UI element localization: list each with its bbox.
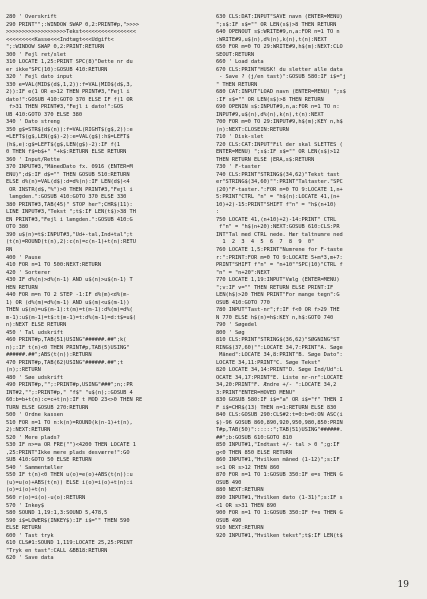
code-line: 60:b=b+t(n):c=c+t(n):IF t MOD 23<>0 THEN RE xyxy=(6,397,143,404)
code-line: 840 CLS:GOSUB 290:CLS#2:t=0:b=0:ON ASC(i xyxy=(216,412,343,419)
code-line: TURN ELSE GOSUB 270:RETURN xyxy=(6,404,89,411)
code-line: THEN RETURN ELSE |ERA,s$:RETURN xyxy=(216,156,315,163)
code-line: 360 ' Input/Rette xyxy=(6,156,60,163)
code-line: 790 ' Søgedel xyxy=(216,322,258,329)
code-line: 600 ' Tast tryk xyxy=(6,532,54,539)
code-line: 850 INPUT#1,"Indtast +/- tal > 0 ";g:IF xyxy=(216,442,340,449)
code-line: ENTER=MENU) ";s$:IF s$="" OR LEN(s$)>12 xyxy=(216,149,340,156)
code-line: 460 PRINT#p,TAB(51)USING"######.##";k( xyxy=(6,337,127,344)
code-line: 880 NEXT:RETURN xyxy=(216,487,264,494)
code-line: OSUB 490 xyxy=(216,479,242,486)
code-line: 690 OPENIN s$:INPUT#9,n,a:FOR n=1 TO n: xyxy=(216,104,340,111)
code-line: OR INSTR(d$,"%")>0 THEN PRINT#3,"Fejl i xyxy=(6,186,133,193)
code-line: OTO 380 xyxy=(6,224,29,231)
code-line: 720 CLS:CAT:INPUT"Fil der skal SLETTES ( xyxy=(216,141,343,148)
code-line: 2):NEXT:RETURN xyxy=(6,427,51,434)
code-line: f>31 THEN PRINT#3,"Fejl i dato!":GOS xyxy=(6,104,124,111)
code-line: 570 ' Inkey$ xyxy=(6,502,45,509)
code-line: 34,20:PRINT"F. Ændre +/- ":LOCATE 34,2 xyxy=(216,382,337,389)
code-line: T#p,TAB(50)"::::::";TAB(51)USING"######. xyxy=(216,427,343,434)
code-line: "Tryk en tast":CALL &BB18:RETURN xyxy=(6,547,108,554)
code-line: $)-96 GOSUB 860,890,920,950,980,850:PRIN xyxy=(216,419,343,426)
code-line: 740 CLS:PRINT"STRING$(34,62)"Tekst tast xyxy=(216,171,340,178)
code-line: 370 INPUT#3,"MånedDato fx. 0916 (ENTER=M xyxy=(6,164,133,171)
code-line: :IF s$="" OR LEN(s$)>8 THEN RETURN xyxy=(216,96,324,103)
code-line: 860 INPUT#1,"Hvilken måned (1-12)";s:IF xyxy=(216,457,340,464)
code-line: : xyxy=(216,209,220,216)
code-line: SUB 410:GOTO 50 ELSE RETURN xyxy=(6,457,92,464)
code-line: 0 THEN f$=b$+" "+k$:RETURN ELSE RETURN xyxy=(6,149,127,156)
code-line: 680 CAT:INPUT"LOAD navn (ENTER=MENU) ";s$ xyxy=(216,89,346,96)
code-line: (h$,e):g$=LEFT$(g$,LEN(g$)-2):IF f(1 xyxy=(6,141,121,148)
code-line: RING$(37,60)"":LOCATE 34,7:PRINT"A. Søge xyxy=(216,344,343,351)
code-line: THEN u$(m)=u$(m-1):t(m)=t(m-1):d%(m)=d%( xyxy=(6,307,133,314)
code-line: 670 CLS:PRINT"HUSK! du sletter alle data xyxy=(216,66,343,73)
code-line: s<1 OR s>12 THEN 860 xyxy=(216,464,280,471)
code-line: INT"Tal med CTRL nede. Hær taltnumre ned xyxy=(216,231,343,238)
code-line: - Save ? (j/en tast)":GOSUB 580:IF i$="j xyxy=(216,74,346,81)
code-line: 870 FOR n=1 TO 1:GOSUB 350:IF e=s THEN G xyxy=(216,472,343,479)
code-line: >>>>>>>>>>>>>>>>>>>Tekst<<<<<<<<<<<<<<<<< xyxy=(6,29,136,36)
code-line: =LEFT$(g$,LEN(g$)-2):e=VAL(g$):h$=LEFT$ xyxy=(6,134,130,141)
code-line: ELSE d%(n)=VAL(d$):d=d%(n):IF LEN(d$)<4 xyxy=(6,179,130,186)
code-line: (o)=i(o)+t(n) xyxy=(6,487,48,494)
code-line: ,25:PRINT"Ikke mere plads desværre!":GO xyxy=(6,449,130,456)
code-line: 630 CLS:DAT:INPUT"SAVE navn (ENTER=MENU) xyxy=(216,14,343,20)
code-line: er"STRING$(34,60)"":PRINT"Taltaster."SPC xyxy=(216,179,343,186)
code-line: N 770 ELSE h$(n)=h$:KEY n,h$:GOTO 740 xyxy=(216,314,334,321)
code-line: (t(n)=ROUND(t(n),2):c(n)=c(n-1)+t(n):RETU xyxy=(6,239,136,246)
code-line: f"n" = "h$(n+20):NEXT:GOSUB 610:CLS:PR xyxy=(216,224,340,231)
code-line: n):NEXT ELSE RETURN xyxy=(6,322,67,329)
code-line: <<<<<<<<<Kasse<<<Indtægt<<<Udgift< xyxy=(6,36,114,43)
code-line: 410 FOR n=1 TO 500:NEXT:RETURN xyxy=(6,262,102,269)
code-line: 1 2 3 4 5 6 7 8 9 0" xyxy=(216,239,315,246)
code-line: 910 NEXT:RETURN xyxy=(216,525,264,532)
code-line: 820 LOCATE 34,14:PRINT"D. Søge Ind/Ud":L xyxy=(216,367,343,374)
code-line: <1 OR s>31 THEN 890 xyxy=(216,502,277,509)
code-line: UB 410:GOTO 370 ELSE 380 xyxy=(6,111,83,118)
code-line: 780 INPUT"Tast-nr";f:IF f<0 OR f>29 THE xyxy=(216,307,340,314)
code-line: 510 FOR n=1 TO n:k(n)=ROUND(k(n-1)+t(n), xyxy=(6,419,133,426)
code-line: 770 LOCATE 1,19:INPUT"Vælg (ENTER=MENU) xyxy=(216,277,340,284)
page-number: 19 xyxy=(397,580,409,590)
code-line: 280 ' Overskrift xyxy=(6,14,57,20)
code-line: (n);:RETURN xyxy=(6,367,41,374)
code-line: PRINT"SHIFT f"n" = "n+10""SPC(10)"CTRL f xyxy=(216,262,343,269)
code-line: 520 ' Mere plads? xyxy=(6,434,60,441)
code-line: ELSE RETURN xyxy=(6,525,41,532)
code-line: 470 PRINT#p,TAB(62)USING"######.##";t xyxy=(6,359,124,366)
code-line: m-1):u$(m-1)=t$:t(m-1)=t:d%(m-1)=d:t$=u$( xyxy=(6,314,136,321)
code-line: 710 ' Disk-slet xyxy=(216,134,264,141)
code-line: 5:PRINT"CTRL "n" = "h$(n):LOCATE 41,(n+ xyxy=(216,194,340,201)
code-line: LINE INPUT#3,"Tekst ";t$:IF LEN(t$)>38 TH xyxy=(6,209,136,216)
code-line: OCATE 34,17:PRINT"E. Liste nr-nr":LOCATE xyxy=(216,374,343,381)
code-line: 890 INPUT#1,"Hvilken dato (1-31)";s:IF s xyxy=(216,495,343,501)
code-line: 500 ' Ordne kassen xyxy=(6,412,64,419)
code-line: (n):NEXT:CLOSEIN:RETURN xyxy=(216,126,289,133)
code-line: 610 CLS#1:SOUND 1,119:LOCATE 25,25:PRINT xyxy=(6,540,133,547)
code-line: 920 INPUT#1,"Hvilken tekst";t$:IF LEN(t$ xyxy=(216,532,343,539)
code-line: " THEN RETURN xyxy=(216,81,258,88)
code-line: 430 IF d%(n)>d%(n-1) AND u$(n)>u$(n-1) T xyxy=(6,277,133,284)
code-line: 800 ' Søg xyxy=(216,329,245,336)
code-line: længden.":GOSUB 410:GOTO 370 ELSE 330 xyxy=(6,194,127,201)
code-line: SEOUT:RETURN xyxy=(216,51,255,58)
code-line: dato!":GOSUB 410:GOTO 370 ELSE IF f(1 OR xyxy=(6,96,133,103)
code-line: 290 PRINT"";:WINDOW SWAP 0,2:PRINT#p,">>>> xyxy=(6,21,140,28)
code-line: 580 SOUND 1,19:1,3:SOUND 5,478,5 xyxy=(6,510,108,517)
code-line: 550 IF t(n)<0 THEN u(o)=e(o)+ABS(t(n)):u xyxy=(6,472,133,479)
code-line: 900 FOR n=1 TO 1:GOSUB 350:IF f=s THEN G xyxy=(216,510,343,517)
listing-right-column xyxy=(216,14,424,540)
code-line: Måned":LOCATE 34,8:PRINT"B. Søge Dato": xyxy=(216,352,343,359)
code-line: 390 u$(n)=t$:INPUT#3,"Ud+-tal,Ind+tal";t xyxy=(6,231,133,238)
code-line: EN PRINT#3,"Fejl i længden.":GOSUB 410:G xyxy=(6,216,133,223)
code-line: er ikke"SPC(10):GOSUB 410:RETURN xyxy=(6,66,108,73)
code-line: 400 ' Pause xyxy=(6,254,41,261)
code-line: 640 OPENOUT s$:WRITE#9,n,a:FOR n=1 TO n xyxy=(216,29,340,36)
code-line: OSUB 410:GOTO 770 xyxy=(216,299,270,306)
code-line: INT#2,"";:PRINT#p," "f$" "u$(n);:GOSUB 4 xyxy=(6,389,133,396)
code-line: r:":PRINT:FOR m=0 TO 9:LOCATE 5+m*3,m+7: xyxy=(216,254,343,261)
code-line: 560 r(o)=i(o)-u(o):RETURN xyxy=(6,495,86,501)
code-line: 620 ' Save data xyxy=(6,555,54,562)
code-line: 1) OR (d%(m)=d%(m-1) AND u$(m)<u$(m-1)) xyxy=(6,299,130,306)
code-line: ##";b:GOSUB 610:GOTO 810 xyxy=(216,434,293,441)
code-line: 450 ' Tal udskrift xyxy=(6,329,64,336)
code-line: (u)=u(o)+ABS(t(n)) ELSE i(o)=i(o)+t(n):i xyxy=(6,479,133,486)
code-line: 490 PRINT#p,"";:PRINT#p,USING"###";n;:PR xyxy=(6,382,133,389)
code-line: 830 GOSUB 580:IF i$="a" OR i$="f" THEN I xyxy=(216,397,343,404)
code-line: LOCATE 34,11:PRINT"C. Søge Tekst" xyxy=(216,359,321,366)
code-line: 440 FOR m=n TO 2 STEP -1:IF d%(m)<d%(m- xyxy=(6,292,130,299)
code-line: 2)):IF e(1 OR e>12 THEN PRINT#3,"Fejl i xyxy=(6,89,130,96)
code-line: 700 FOR m=0 TO 29:INPUT#9,h$(m);KEY n,h$ xyxy=(216,119,343,126)
code-line: (20)"F-taster.":FOR n=0 TO 9:LOCATE 1,n+ xyxy=(216,186,343,193)
code-line: 3:PRINT"ENTER=HOVED MENU" xyxy=(216,389,296,396)
code-line: 350 g$=STR$(d$(n)):f=VAL(RIGHT$(g$,2)):e xyxy=(6,126,133,133)
code-line: :WRITE#9,u$(n),d%(n),k(n),t(n):NEXT xyxy=(216,36,327,43)
code-line: 760 LOCATE 1,5:PRINT"Numrene for F-taste xyxy=(216,246,343,253)
code-line: INPUT#9,u$(n),d%(n),k(n),t(n):NEXT xyxy=(216,111,324,118)
code-line: 300 ' Fejl ret/slet xyxy=(6,51,67,58)
code-line: n);:IF t(n)<0 THEN PRINT#p,TAB(5)USING" xyxy=(6,344,130,351)
code-line: F i$=CHR$(13) THEN n=1:RETURN ELSE 830 xyxy=(216,404,337,411)
code-line: ######.##";ABS(t(n)):RETURN xyxy=(6,352,92,359)
code-line: RN xyxy=(6,246,13,253)
code-line: 660 ' Load data xyxy=(216,59,264,66)
code-line: 310 LOCATE 1,25:PRINT SPC(8)"Dette nr du xyxy=(6,59,133,66)
code-line: HEN RETURN xyxy=(6,284,38,291)
code-line: 10)+2)-15:PRINT"SHIFT f"n" = "h$(n+10) xyxy=(216,201,337,208)
code-line: ";:WINDOW SWAP 0,2:PRINT:RETURN xyxy=(6,44,105,51)
code-line: 330 e=VAL(MID$(d$,1,2)):f=VAL(MID$(d$,3, xyxy=(6,81,133,88)
code-line: 810 CLS:PRINT"STRING$(36,62)"SØGNING"ST xyxy=(216,337,340,344)
code-line: 480 ' Søe udskrift xyxy=(6,374,64,381)
code-line: 420 ' Sorterer xyxy=(6,269,51,276)
code-line: LEN(h$)>20 THEN PRINT"For mange tegn":G xyxy=(216,292,340,299)
code-line: 730 ' F-taster xyxy=(216,164,261,171)
code-line: 750 LOCATE 41,(n+10)+2)-14:PRINT" CTRL xyxy=(216,216,337,223)
code-line: "n" = "n+20":NEXT xyxy=(216,269,270,276)
code-line: 540 ' Sammentæller xyxy=(6,464,64,471)
code-line: OSUB 490 xyxy=(216,517,242,524)
code-line: g<0 THEN 850 ELSE RETURN xyxy=(216,449,293,456)
code-line: 340 ' Dato streng xyxy=(6,119,60,126)
code-line: ENU)";d$:IF d$="" THEN GOSUB 510:RETURN xyxy=(6,171,130,178)
code-line: 380 PRINT#3,TAB(45)" STOP her";CHR$(11): xyxy=(6,201,133,208)
code-line: ";v:IF v="" THEN RETURN ELSE PRINT:IF xyxy=(216,284,334,291)
code-line: 320 ' Fejl dato input xyxy=(6,74,73,81)
code-line: 590 i$=LOWER$(INKEY$):IF i$="" THEN 590 xyxy=(6,517,130,524)
code-line: ";s$:IF s$="" OR LEN(s$)>8 THEN RETURN xyxy=(216,21,337,28)
code-line: 530 IF n>=a OR FRE("")<4200 THEN LOCATE 1 xyxy=(6,442,136,449)
code-line: 650 FOR m=0 TO 29:WRITE#9,h$(m):NEXT:CLO xyxy=(216,44,343,51)
listing-left-column xyxy=(6,14,214,563)
